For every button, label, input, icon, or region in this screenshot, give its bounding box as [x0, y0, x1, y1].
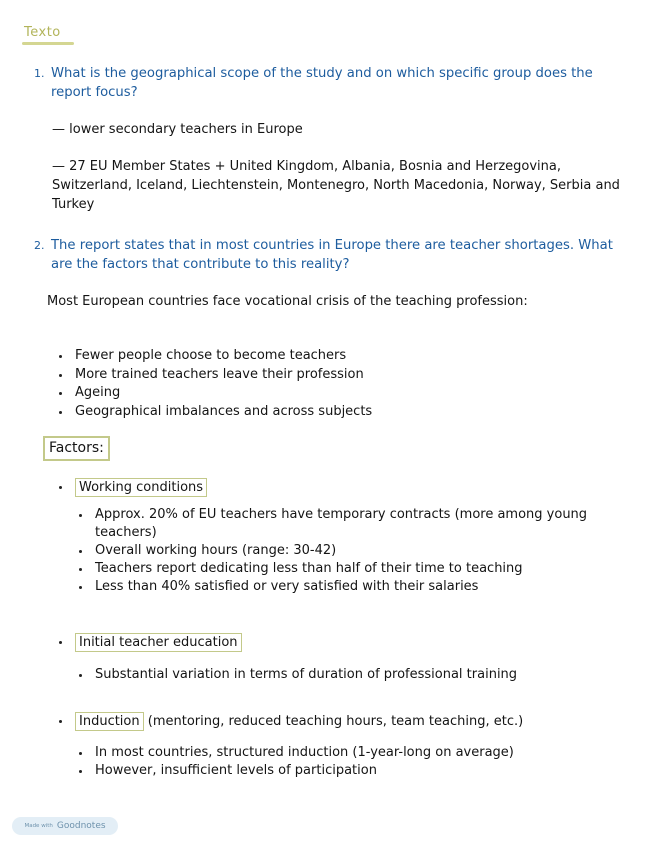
- factor-label: Induction: [75, 712, 144, 731]
- list-item: In most countries, structured induction (1-year-long on average): [76, 744, 576, 762]
- question-number: 2.: [34, 239, 45, 252]
- list-item: [56, 633, 636, 653]
- ite-list: [76, 666, 586, 684]
- title-underline: [22, 42, 74, 45]
- list-item: However, insufficient levels of participation: [76, 762, 576, 780]
- list-item: Approx. 20% of EU teachers have temporary contracts (more among young teachers): [76, 506, 596, 542]
- list-item: Ageing: [56, 384, 596, 403]
- answer-scope-countries: — 27 EU Member States + United Kingdom, Albania, Bosnia and Herzegovina, Switzerland, Iceland, Liechtenstein, Montenegro, North Macedonia, Norway, Serbia and Turkey: [52, 159, 620, 212]
- list-item: Less than 40% satisfied or very satisfied with their salaries: [76, 578, 596, 596]
- goodnotes-badge[interactable]: [12, 817, 118, 835]
- induction-list: [76, 744, 576, 780]
- list-item: Fewer people choose to become teachers: [56, 347, 596, 366]
- page-title: Texto: [24, 25, 61, 40]
- factors-heading: [43, 436, 110, 461]
- factors-label: Factors:: [43, 436, 110, 461]
- list-item: More trained teachers leave their profession: [56, 366, 596, 385]
- list-item: [56, 712, 646, 732]
- factor-ite: [56, 633, 636, 653]
- question-number: 1.: [34, 67, 45, 80]
- list-item: Teachers report dedicating less than half of their time to teaching: [76, 560, 596, 578]
- working-conditions-list: [76, 506, 596, 596]
- question-2: [34, 236, 624, 274]
- list-item: Overall working hours (range: 30-42): [76, 542, 596, 560]
- answer-intro: Most European countries face vocational crisis of the teaching profession:: [47, 294, 528, 309]
- answer-scope-group: — lower secondary teachers in Europe: [52, 122, 303, 137]
- question-1: [34, 64, 634, 102]
- factor-label: Initial teacher education: [75, 633, 242, 652]
- list-item: Substantial variation in terms of duration of professional training: [76, 666, 586, 684]
- badge-brand: Goodnotes: [56, 821, 106, 831]
- factor-working: [56, 478, 636, 498]
- list-item: [56, 478, 636, 498]
- question-text: What is the geographical scope of the study and on which specific group does the report focus?: [51, 66, 593, 100]
- factor-induction: [56, 712, 646, 732]
- shortage-list: [56, 347, 596, 421]
- list-item: Geographical imbalances and across subjects: [56, 403, 596, 422]
- question-text: The report states that in most countries in Europe there are teacher shortages. What are the factors that contribute to this reality?: [51, 238, 613, 272]
- factor-suffix: (mentoring, reduced teaching hours, team teaching, etc.): [143, 714, 524, 729]
- factor-label: Working conditions: [75, 478, 207, 497]
- badge-prefix: Made with: [24, 823, 53, 829]
